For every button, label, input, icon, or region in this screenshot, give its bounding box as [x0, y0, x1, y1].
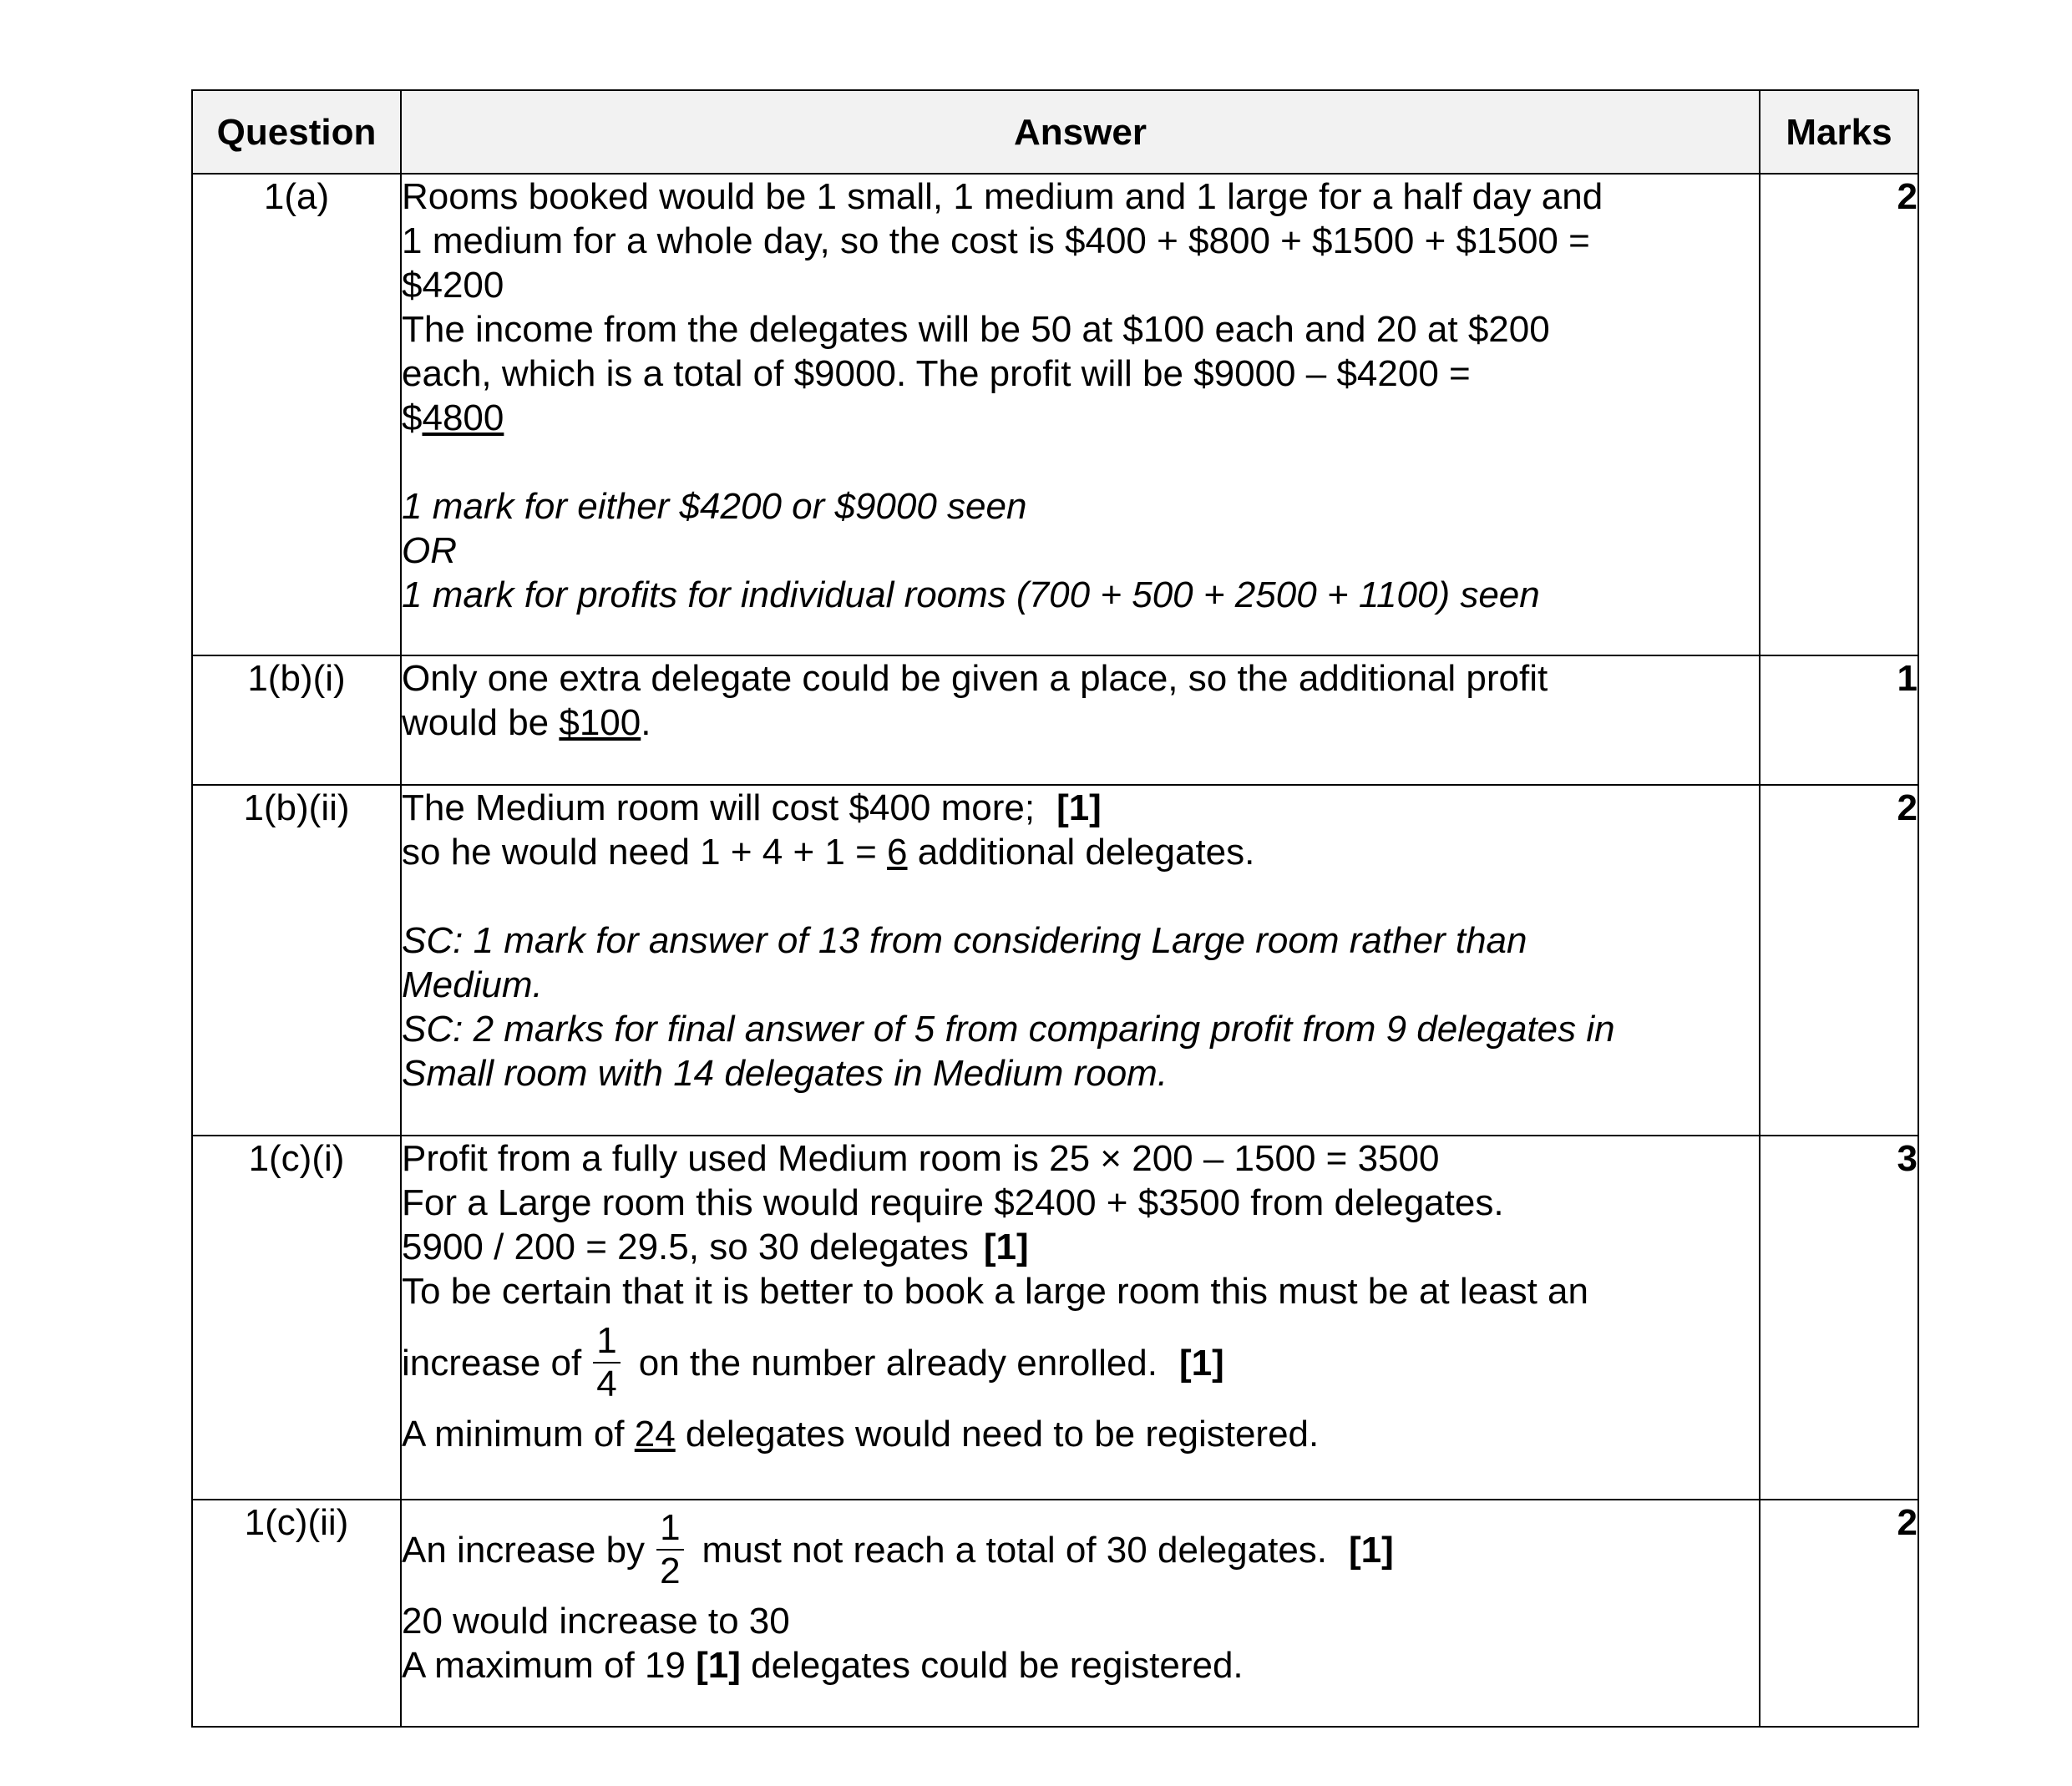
fraction-denominator: 2	[660, 1551, 681, 1591]
marks-value: 2	[1760, 174, 1918, 655]
answer-line: Rooms booked would be 1 small, 1 medium and 1 large for a half day and	[402, 176, 1603, 217]
answer-line-with-fraction	[402, 1505, 1759, 1594]
answer-line: 1 medium for a whole day, so the cost is $400 + $800 + $1500 + $1500 =	[402, 220, 1590, 261]
final-answer: 24	[634, 1414, 676, 1455]
answer-cell	[401, 785, 1760, 1136]
answer-cell	[401, 655, 1760, 785]
answer-line: For a Large room this would require $2400 + $3500 from delegates.	[402, 1182, 1504, 1223]
answer-line: The income from the delegates will be 50 at $100 each and 20 at $200	[402, 309, 1550, 350]
mark-scheme-table	[191, 89, 1919, 1728]
fraction	[656, 1507, 683, 1592]
final-answer: 6	[887, 832, 908, 873]
mark-indicator: [1]	[696, 1645, 741, 1686]
special-case-note: SC: 2 marks for final answer of 5 from comparing profit from 9 delegates in	[402, 1009, 1615, 1050]
answer-text: .	[641, 702, 651, 743]
fraction-numerator: 1	[593, 1320, 620, 1364]
fraction-numerator: 1	[656, 1507, 683, 1551]
mark-indicator: [1]	[1349, 1529, 1394, 1571]
answer-text: An increase by	[402, 1529, 646, 1571]
answer-line	[402, 1225, 1759, 1269]
header-row	[192, 90, 1918, 174]
answer-text: so he would need 1 + 4 + 1 =	[402, 832, 888, 873]
question-number: 1(a)	[192, 174, 401, 655]
marking-note: OR	[402, 530, 457, 571]
marking-note: 1 mark for either $4200 or $9000 seen	[402, 486, 1027, 527]
answer-text: additional delegates.	[907, 832, 1255, 873]
answer-line-with-fraction	[402, 1318, 1759, 1407]
answer-line: each, which is a total of $9000. The profit will be $9000 – $4200 =	[402, 353, 1471, 394]
marks-value: 1	[1760, 655, 1918, 785]
answer-line: Profit from a fully used Medium room is 25 × 200 – 1500 = 3500	[402, 1138, 1440, 1179]
marks-value: 2	[1760, 785, 1918, 1136]
answer-cell	[401, 1500, 1760, 1727]
answer-text: delegates would need to be registered.	[675, 1414, 1320, 1455]
marking-note: 1 mark for profits for individual rooms (700 + 500 + 2500 + 1100) seen	[402, 574, 1540, 615]
question-number: 1(b)(i)	[192, 655, 401, 785]
question-number: 1(c)(ii)	[192, 1500, 401, 1727]
marks-value: 2	[1760, 1500, 1918, 1727]
answer-text: 5900 / 200 = 29.5, so 30 delegates	[402, 1227, 969, 1267]
answer-text: on the number already enrolled.	[638, 1342, 1158, 1384]
special-case-note: Medium.	[402, 964, 543, 1005]
answer-text: A maximum of 19	[402, 1645, 697, 1686]
final-answer: $100	[559, 702, 641, 743]
answer-text: must not reach a total of 30 delegates.	[702, 1529, 1328, 1571]
final-answer: 4800	[422, 397, 504, 438]
answer-text: delegates could be registered.	[740, 1645, 1244, 1686]
question-number: 1(b)(ii)	[192, 785, 401, 1136]
answer-line: $4200	[402, 265, 504, 306]
table-row	[192, 1136, 1918, 1500]
special-case-note: Small room with 14 delegates in Medium room.	[402, 1053, 1168, 1094]
table-row	[192, 1500, 1918, 1727]
special-case-note: SC: 1 mark for answer of 13 from considering Large room rather than	[402, 920, 1527, 961]
mark-indicator: [1]	[983, 1227, 1029, 1267]
answer-line	[402, 396, 1759, 440]
table-row	[192, 785, 1918, 1136]
marks-value: 3	[1760, 1136, 1918, 1500]
answer-line	[402, 786, 1759, 830]
header-marks: Marks	[1760, 90, 1918, 174]
question-number: 1(c)(i)	[192, 1136, 401, 1500]
answer-text: increase of	[402, 1342, 582, 1384]
header-answer: Answer	[401, 90, 1760, 174]
answer-line	[402, 830, 1759, 874]
answer-cell	[401, 174, 1760, 655]
answer-line: 20 would increase to 30	[402, 1601, 790, 1642]
answer-line	[402, 701, 1759, 745]
header-question: Question	[192, 90, 401, 174]
mark-indicator: [1]	[1179, 1342, 1224, 1384]
answer-text: The Medium room will cost $400 more;	[402, 787, 1036, 828]
answer-text: $	[402, 397, 423, 438]
table-row	[192, 174, 1918, 655]
answer-line	[402, 1412, 1759, 1456]
mark-indicator: [1]	[1056, 787, 1102, 828]
answer-text: A minimum of	[402, 1414, 635, 1455]
answer-text: would be	[402, 702, 560, 743]
answer-line	[402, 1643, 1759, 1687]
answer-line: Only one extra delegate could be given a place, so the additional profit	[402, 658, 1548, 699]
fraction	[593, 1320, 620, 1405]
answer-line: To be certain that it is better to book a large room this must be at least an	[402, 1271, 1588, 1312]
fraction-denominator: 4	[596, 1364, 617, 1404]
answer-cell	[401, 1136, 1760, 1500]
table-row	[192, 655, 1918, 785]
